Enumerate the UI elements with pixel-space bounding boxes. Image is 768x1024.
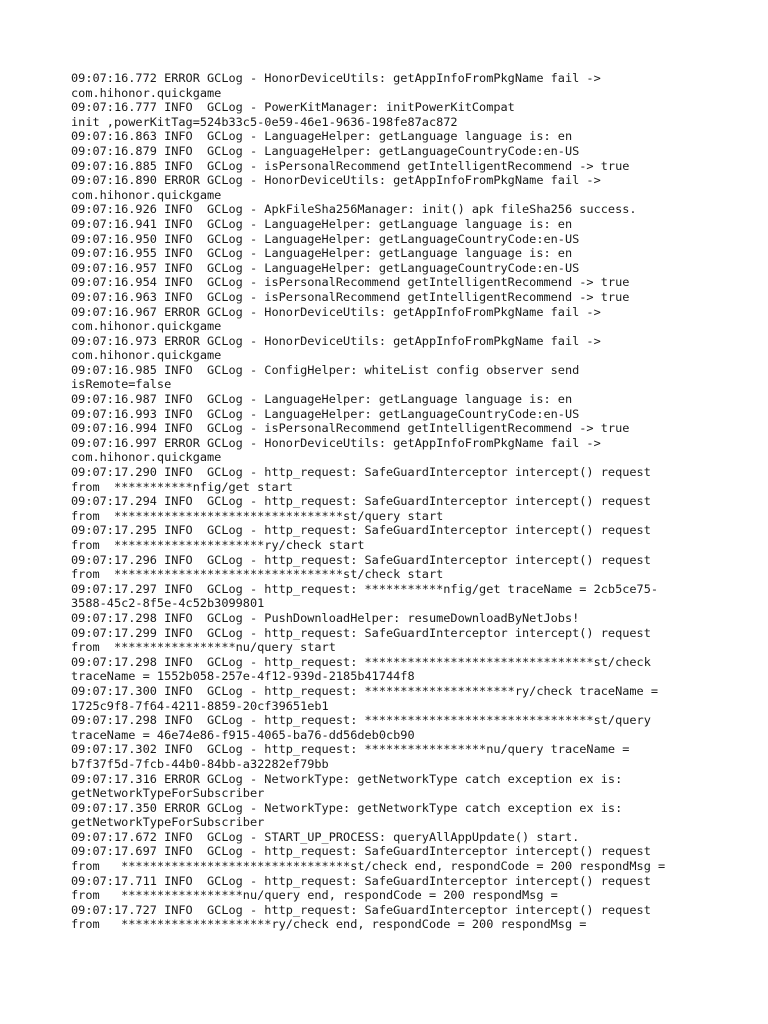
log-line: 09:07:17.297 INFO GCLog - http_request: ***********nfig/get traceName = 2cb5ce75- xyxy=(71,581,659,596)
log-line: 09:07:16.993 INFO GCLog - LanguageHelper: getLanguageCountryCode:en-US xyxy=(71,406,580,421)
log-document xyxy=(71,71,731,932)
log-line: 09:07:16.955 INFO GCLog - LanguageHelper: getLanguage language is: en xyxy=(71,246,573,261)
log-line: 09:07:17.302 INFO GCLog - http_request: *****************nu/query traceName = xyxy=(71,742,630,757)
log-line: getNetworkTypeForSubscriber xyxy=(71,815,265,830)
log-line: com.hihonor.quickgame xyxy=(71,348,222,363)
log-line: 09:07:17.290 INFO GCLog - http_request: SafeGuardInterceptor intercept() request xyxy=(71,465,651,480)
log-line: from ********************************st/check end, respondCode = 200 respondMsg = xyxy=(71,859,666,874)
log-line: init ,powerKitTag=524b33c5-0e59-46e1-9636-198fe87ac872 xyxy=(71,114,458,129)
log-line: 09:07:16.926 INFO GCLog - ApkFileSha256Manager: init() apk fileSha256 success. xyxy=(71,202,637,217)
log-line: 09:07:16.879 INFO GCLog - LanguageHelper: getLanguageCountryCode:en-US xyxy=(71,143,580,158)
log-line: 1725c9f8-7f64-4211-8859-20cf39651eb1 xyxy=(71,698,329,713)
log-line: isRemote=false xyxy=(71,377,172,392)
log-line: 09:07:16.985 INFO GCLog - ConfigHelper: whiteList config observer send xyxy=(71,362,580,377)
log-line: 09:07:17.295 INFO GCLog - http_request: SafeGuardInterceptor intercept() request xyxy=(71,523,651,538)
log-line: 09:07:17.350 ERROR GCLog - NetworkType: getNetworkType catch exception ex is: xyxy=(71,800,623,815)
log-line: 09:07:17.697 INFO GCLog - http_request: SafeGuardInterceptor intercept() request xyxy=(71,844,651,859)
log-line: 09:07:17.299 INFO GCLog - http_request: SafeGuardInterceptor intercept() request xyxy=(71,625,651,640)
log-line: com.hihonor.quickgame xyxy=(71,85,222,100)
log-line: com.hihonor.quickgame xyxy=(71,319,222,334)
log-line: 09:07:17.298 INFO GCLog - http_request: ********************************st/query xyxy=(71,713,651,728)
log-line: from *********************ry/check start xyxy=(71,538,365,552)
log-line: from ***********nfig/get start xyxy=(71,479,293,494)
log-line: traceName = 1552b058-257e-4f12-939d-2185b41744f8 xyxy=(71,669,415,684)
log-line: 09:07:16.890 ERROR GCLog - HonorDeviceUtils: getAppInfoFromPkgName fail -> xyxy=(71,173,601,188)
log-lines xyxy=(71,71,731,932)
log-line: from *****************nu/query end, respondCode = 200 respondMsg = xyxy=(71,888,558,903)
log-line: 09:07:16.967 ERROR GCLog - HonorDeviceUtils: getAppInfoFromPkgName fail -> xyxy=(71,304,601,319)
log-line: 09:07:16.777 INFO GCLog - PowerKitManager: initPowerKitCompat xyxy=(71,100,515,115)
log-line: 09:07:16.885 INFO GCLog - isPersonalRecommend getIntelligentRecommend -> true xyxy=(71,158,630,173)
log-line: 09:07:16.954 INFO GCLog - isPersonalRecommend getIntelligentRecommend -> true xyxy=(71,275,630,290)
log-line: 09:07:16.994 INFO GCLog - isPersonalRecommend getIntelligentRecommend -> true xyxy=(71,421,630,436)
log-line: 09:07:17.316 ERROR GCLog - NetworkType: getNetworkType catch exception ex is: xyxy=(71,771,623,786)
log-line: 09:07:16.987 INFO GCLog - LanguageHelper: getLanguage language is: en xyxy=(71,392,573,407)
log-line: from ********************************st/check start xyxy=(71,567,444,582)
log-line: 09:07:17.672 INFO GCLog - START_UP_PROCESS: queryAllAppUpdate() start. xyxy=(71,829,580,844)
log-line: 09:07:16.863 INFO GCLog - LanguageHelper: getLanguage language is: en xyxy=(71,129,573,144)
log-line: b7f37f5d-7fcb-44b0-84bb-a32282ef79bb xyxy=(71,756,329,771)
log-line: 09:07:17.296 INFO GCLog - http_request: SafeGuardInterceptor intercept() request xyxy=(71,552,651,567)
log-line: 09:07:16.941 INFO GCLog - LanguageHelper: getLanguage language is: en xyxy=(71,216,573,231)
log-line: 09:07:17.298 INFO GCLog - PushDownloadHelper: resumeDownloadByNetJobs! xyxy=(71,610,580,625)
log-line: 09:07:16.957 INFO GCLog - LanguageHelper: getLanguageCountryCode:en-US xyxy=(71,260,580,275)
log-line: 09:07:17.711 INFO GCLog - http_request: SafeGuardInterceptor intercept() request xyxy=(71,873,651,888)
log-line: 09:07:16.963 INFO GCLog - isPersonalRecommend getIntelligentRecommend -> true xyxy=(71,289,630,304)
log-line: com.hihonor.quickgame xyxy=(71,450,222,465)
log-line: com.hihonor.quickgame xyxy=(71,187,222,202)
log-line: from *********************ry/check end, respondCode = 200 respondMsg = xyxy=(71,917,587,932)
log-line: 09:07:16.973 ERROR GCLog - HonorDeviceUtils: getAppInfoFromPkgName fail -> xyxy=(71,333,601,348)
log-line: 09:07:16.772 ERROR GCLog - HonorDeviceUtils: getAppInfoFromPkgName fail -> xyxy=(71,71,601,85)
log-line: from *****************nu/query start xyxy=(71,640,336,655)
log-line: 3588-45c2-8f5e-4c52b3099801 xyxy=(71,596,265,611)
log-line: getNetworkTypeForSubscriber xyxy=(71,786,265,801)
log-line: 09:07:17.294 INFO GCLog - http_request: SafeGuardInterceptor intercept() request xyxy=(71,494,651,509)
log-line: 09:07:17.298 INFO GCLog - http_request: ********************************st/check xyxy=(71,654,651,669)
log-line: traceName = 46e74e86-f915-4065-ba76-dd56deb0cb90 xyxy=(71,727,415,742)
log-line: 09:07:17.300 INFO GCLog - http_request: *********************ry/check traceName = xyxy=(71,683,659,698)
log-line: 09:07:16.950 INFO GCLog - LanguageHelper: getLanguageCountryCode:en-US xyxy=(71,231,580,246)
log-line: 09:07:16.997 ERROR GCLog - HonorDeviceUtils: getAppInfoFromPkgName fail -> xyxy=(71,435,601,450)
log-line: 09:07:17.727 INFO GCLog - http_request: SafeGuardInterceptor intercept() request xyxy=(71,902,651,917)
log-line: from ********************************st/query start xyxy=(71,508,444,523)
